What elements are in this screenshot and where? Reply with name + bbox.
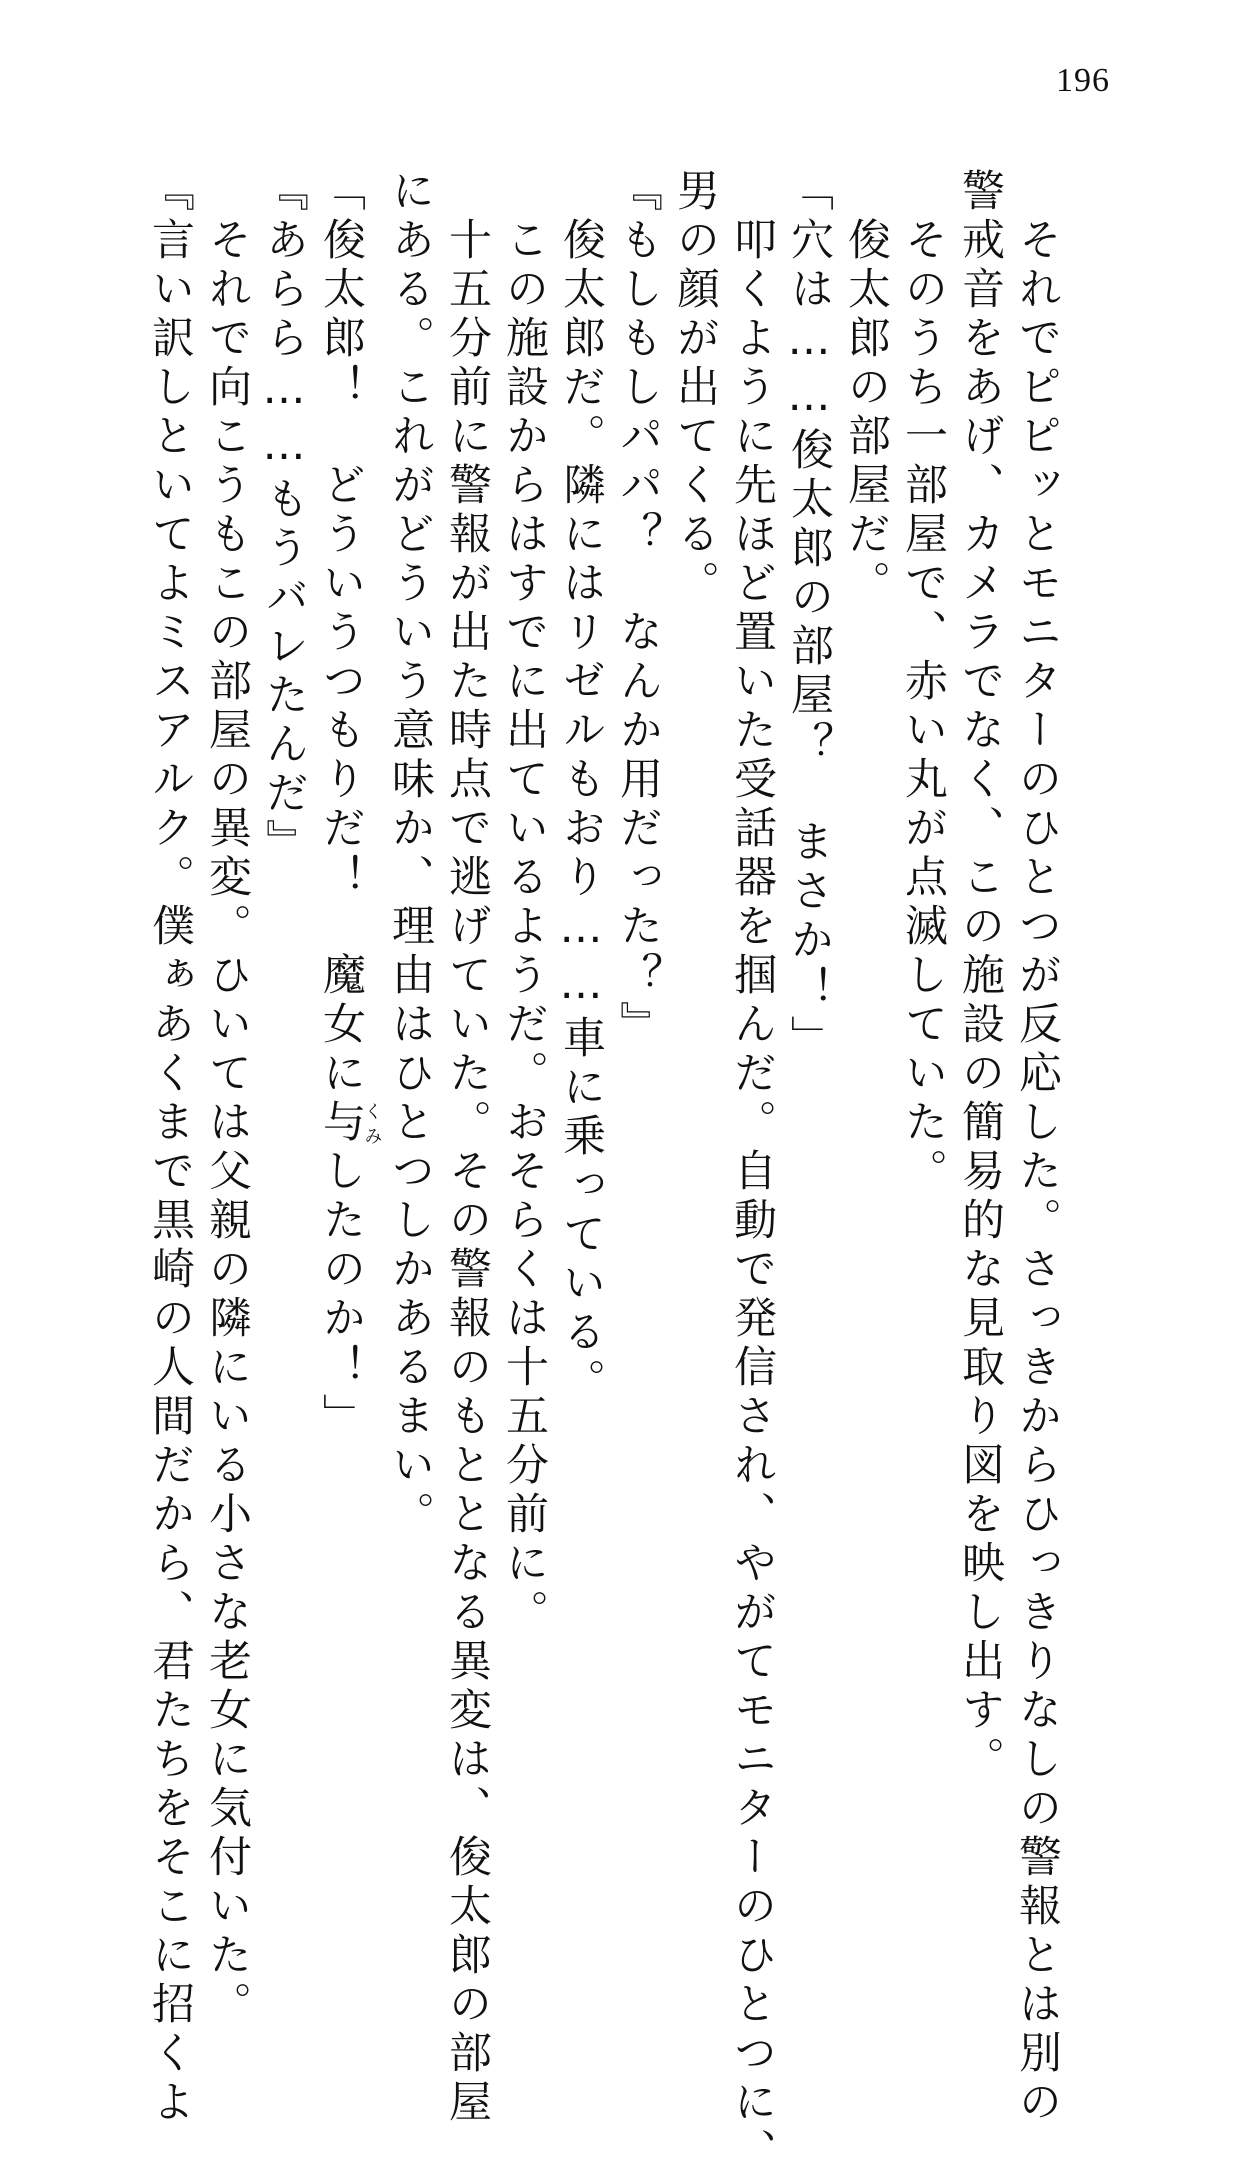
text-line: この施設からはすでに出ているようだ。おそらくは十五分前に。	[499, 168, 549, 1638]
text-line: 『もしもしパパ？ なんか用だった？』	[613, 168, 663, 1050]
ruby-line-after: したのか！」	[316, 1148, 366, 1442]
page-number: 196	[1056, 62, 1110, 99]
text-line: 警戒音をあげ、カメラでなく、この施設の簡易的な見取り図を映し出す。	[955, 168, 1005, 1785]
text-line: それでピピッとモニターのひとつが反応した。さっきからひっきりなしの警報とは別の	[1012, 168, 1062, 2128]
text-line: 俊太郎だ。隣にはリゼルもおり……車に乗っている。	[556, 168, 606, 1407]
text-line: 『あらら……もうバレたんだ』	[259, 168, 309, 868]
ruby-base: 与	[316, 1099, 366, 1148]
ruby-reading: くみ	[361, 1099, 383, 1148]
text-line: そのうち一部屋で、赤い丸が点滅していた。	[898, 168, 948, 1197]
text-line: 俊太郎の部屋だ。	[841, 168, 891, 609]
text-line: 叩くように先ほど置いた受話器を掴んだ。自動で発信され、やがてモニターのひとつに、	[727, 168, 777, 2177]
text-line: 「穴は……俊太郎の部屋？ まさか！」	[784, 168, 834, 1064]
body-text	[141, 168, 1065, 2177]
text-line-with-ruby	[312, 168, 381, 1608]
ruby-annotation	[316, 1099, 383, 1148]
text-line: 男の顔が出てくる。	[670, 168, 720, 609]
text-line: にある。これがどういう意味か、理由はひとつしかあるまい。	[385, 168, 435, 1540]
ruby-line-before: 「俊太郎！ どういうつもりだ！ 魔女に	[316, 168, 366, 1099]
text-line: それで向こうもこの部屋の異変。ひいては父親の隣にいる小さな老女に気付いた。	[202, 168, 252, 2030]
text-line: 『言い訳しといてよミスアルク。僕ぁあくまで黒崎の人間だから、君たちをそこに招くよ	[145, 168, 195, 2128]
text-line: 十五分前に警報が出た時点で逃げていた。その警報のもととなる異変は、俊太郎の部屋	[442, 168, 492, 2128]
